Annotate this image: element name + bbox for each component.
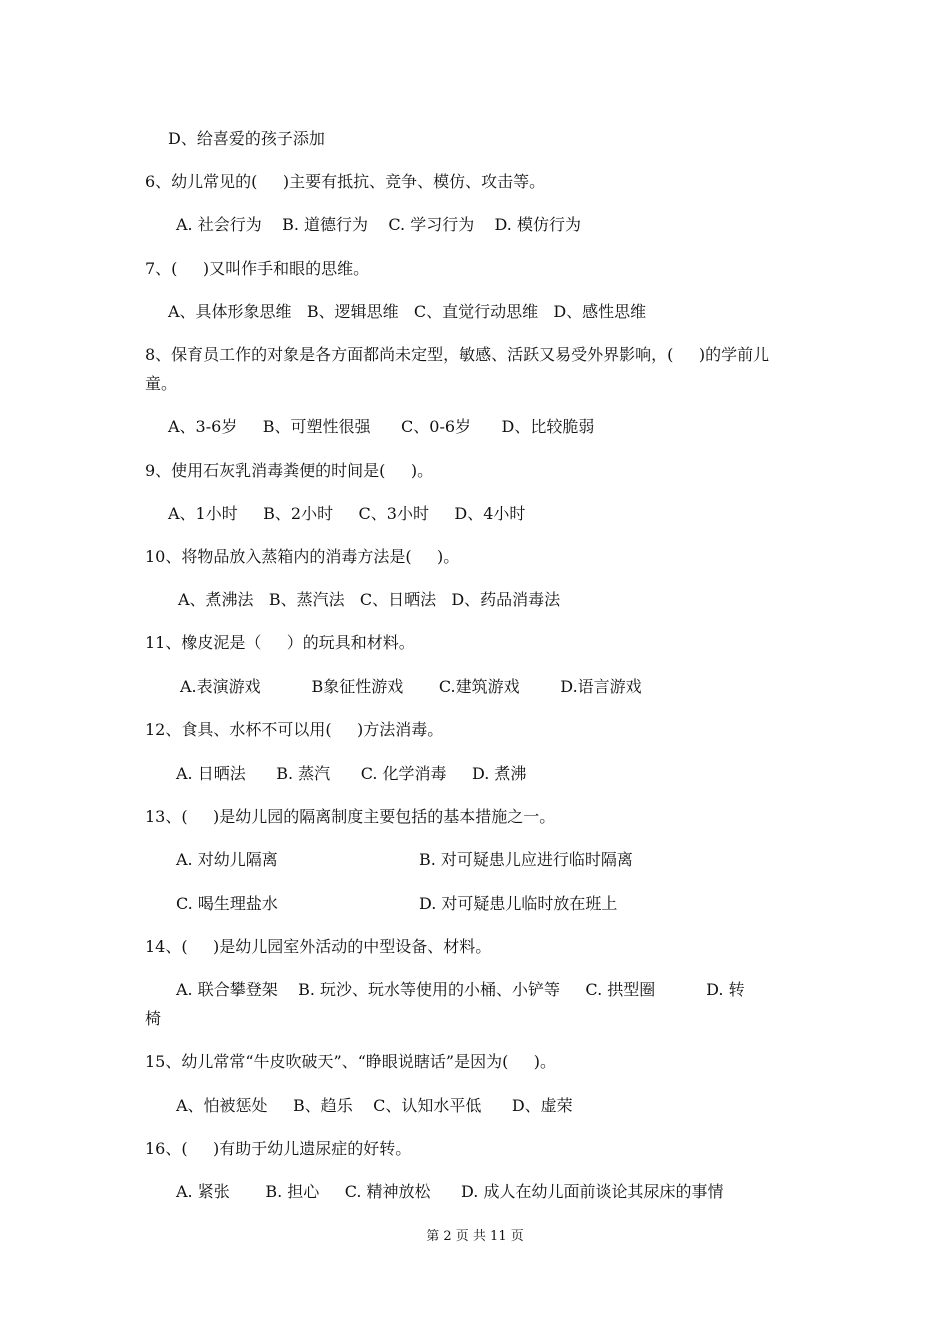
question-16: 16、( )有助于幼儿遗尿症的好转。	[145, 1139, 412, 1158]
page-footer: 第 2 页 共 11 页	[426, 1229, 524, 1244]
question-9-options: A、1小时 B、2小时 C、3小时 D、4小时	[168, 504, 526, 523]
question-8: 8、保育员工作的对象是各方面都尚未定型，敏感、活跃又易受外界影响，( )的学前儿	[145, 345, 770, 364]
question-8-continued: 童。	[145, 374, 178, 393]
question-11-options: A.表演游戏 B象征性游戏 C.建筑游戏 D.语言游戏	[180, 677, 642, 696]
question-11: 11、橡皮泥是（ ）的玩具和材料。	[145, 633, 415, 652]
question-6: 6、幼儿常见的( )主要有抵抗、竞争、模仿、攻击等。	[145, 172, 546, 191]
question-13-option-d: D. 对可疑患儿临时放在班上	[419, 894, 618, 913]
question-15: 15、幼儿常常“牛皮吹破天”、“睁眼说瞎话”是因为( )。	[145, 1052, 556, 1071]
question-14-options-continued: 椅	[145, 1009, 162, 1028]
question-8-options: A、3-6岁 B、可塑性很强 C、0-6岁 D、比较脆弱	[168, 417, 595, 436]
question-7: 7、( )又叫作手和眼的思维。	[145, 259, 370, 278]
question-12-options: A. 日晒法 B. 蒸汽 C. 化学消毒 D. 煮沸	[176, 764, 527, 783]
question-7-options: A、具体形象思维 B、逻辑思维 C、直觉行动思维 D、感性思维	[168, 302, 647, 321]
question-15-options: A、怕被惩处 B、趋乐 C、认知水平低 D、虚荣	[176, 1096, 573, 1115]
question-16-options: A. 紧张 B. 担心 C. 精神放松 D. 成人在幼儿面前谈论其尿床的事情	[176, 1182, 724, 1201]
question-14: 14、( )是幼儿园室外活动的中型设备、材料。	[145, 937, 492, 956]
question-12: 12、食具、水杯不可以用( )方法消毒。	[145, 720, 444, 739]
question-14-options: A. 联合攀登架 B. 玩沙、玩水等使用的小桶、小铲等 C. 拱型圈 D. 转	[176, 980, 745, 999]
question-10-options: A、煮沸法 B、蒸汽法 C、日晒法 D、药品消毒法	[178, 590, 561, 609]
question-13: 13、( )是幼儿园的隔离制度主要包括的基本措施之一。	[145, 807, 556, 826]
q5-option-d: D、给喜爱的孩子添加	[168, 129, 325, 148]
question-13-option-a: A. 对幼儿隔离	[176, 850, 278, 869]
question-13-option-b: B. 对可疑患儿应进行临时隔离	[419, 850, 633, 869]
question-13-option-c: C. 喝生理盐水	[176, 894, 278, 913]
question-6-options: A. 社会行为 B. 道德行为 C. 学习行为 D. 模仿行为	[176, 215, 581, 234]
question-10: 10、将物品放入蒸箱内的消毒方法是( )。	[145, 547, 460, 566]
question-9: 9、使用石灰乳消毒粪便的时间是( )。	[145, 461, 434, 480]
